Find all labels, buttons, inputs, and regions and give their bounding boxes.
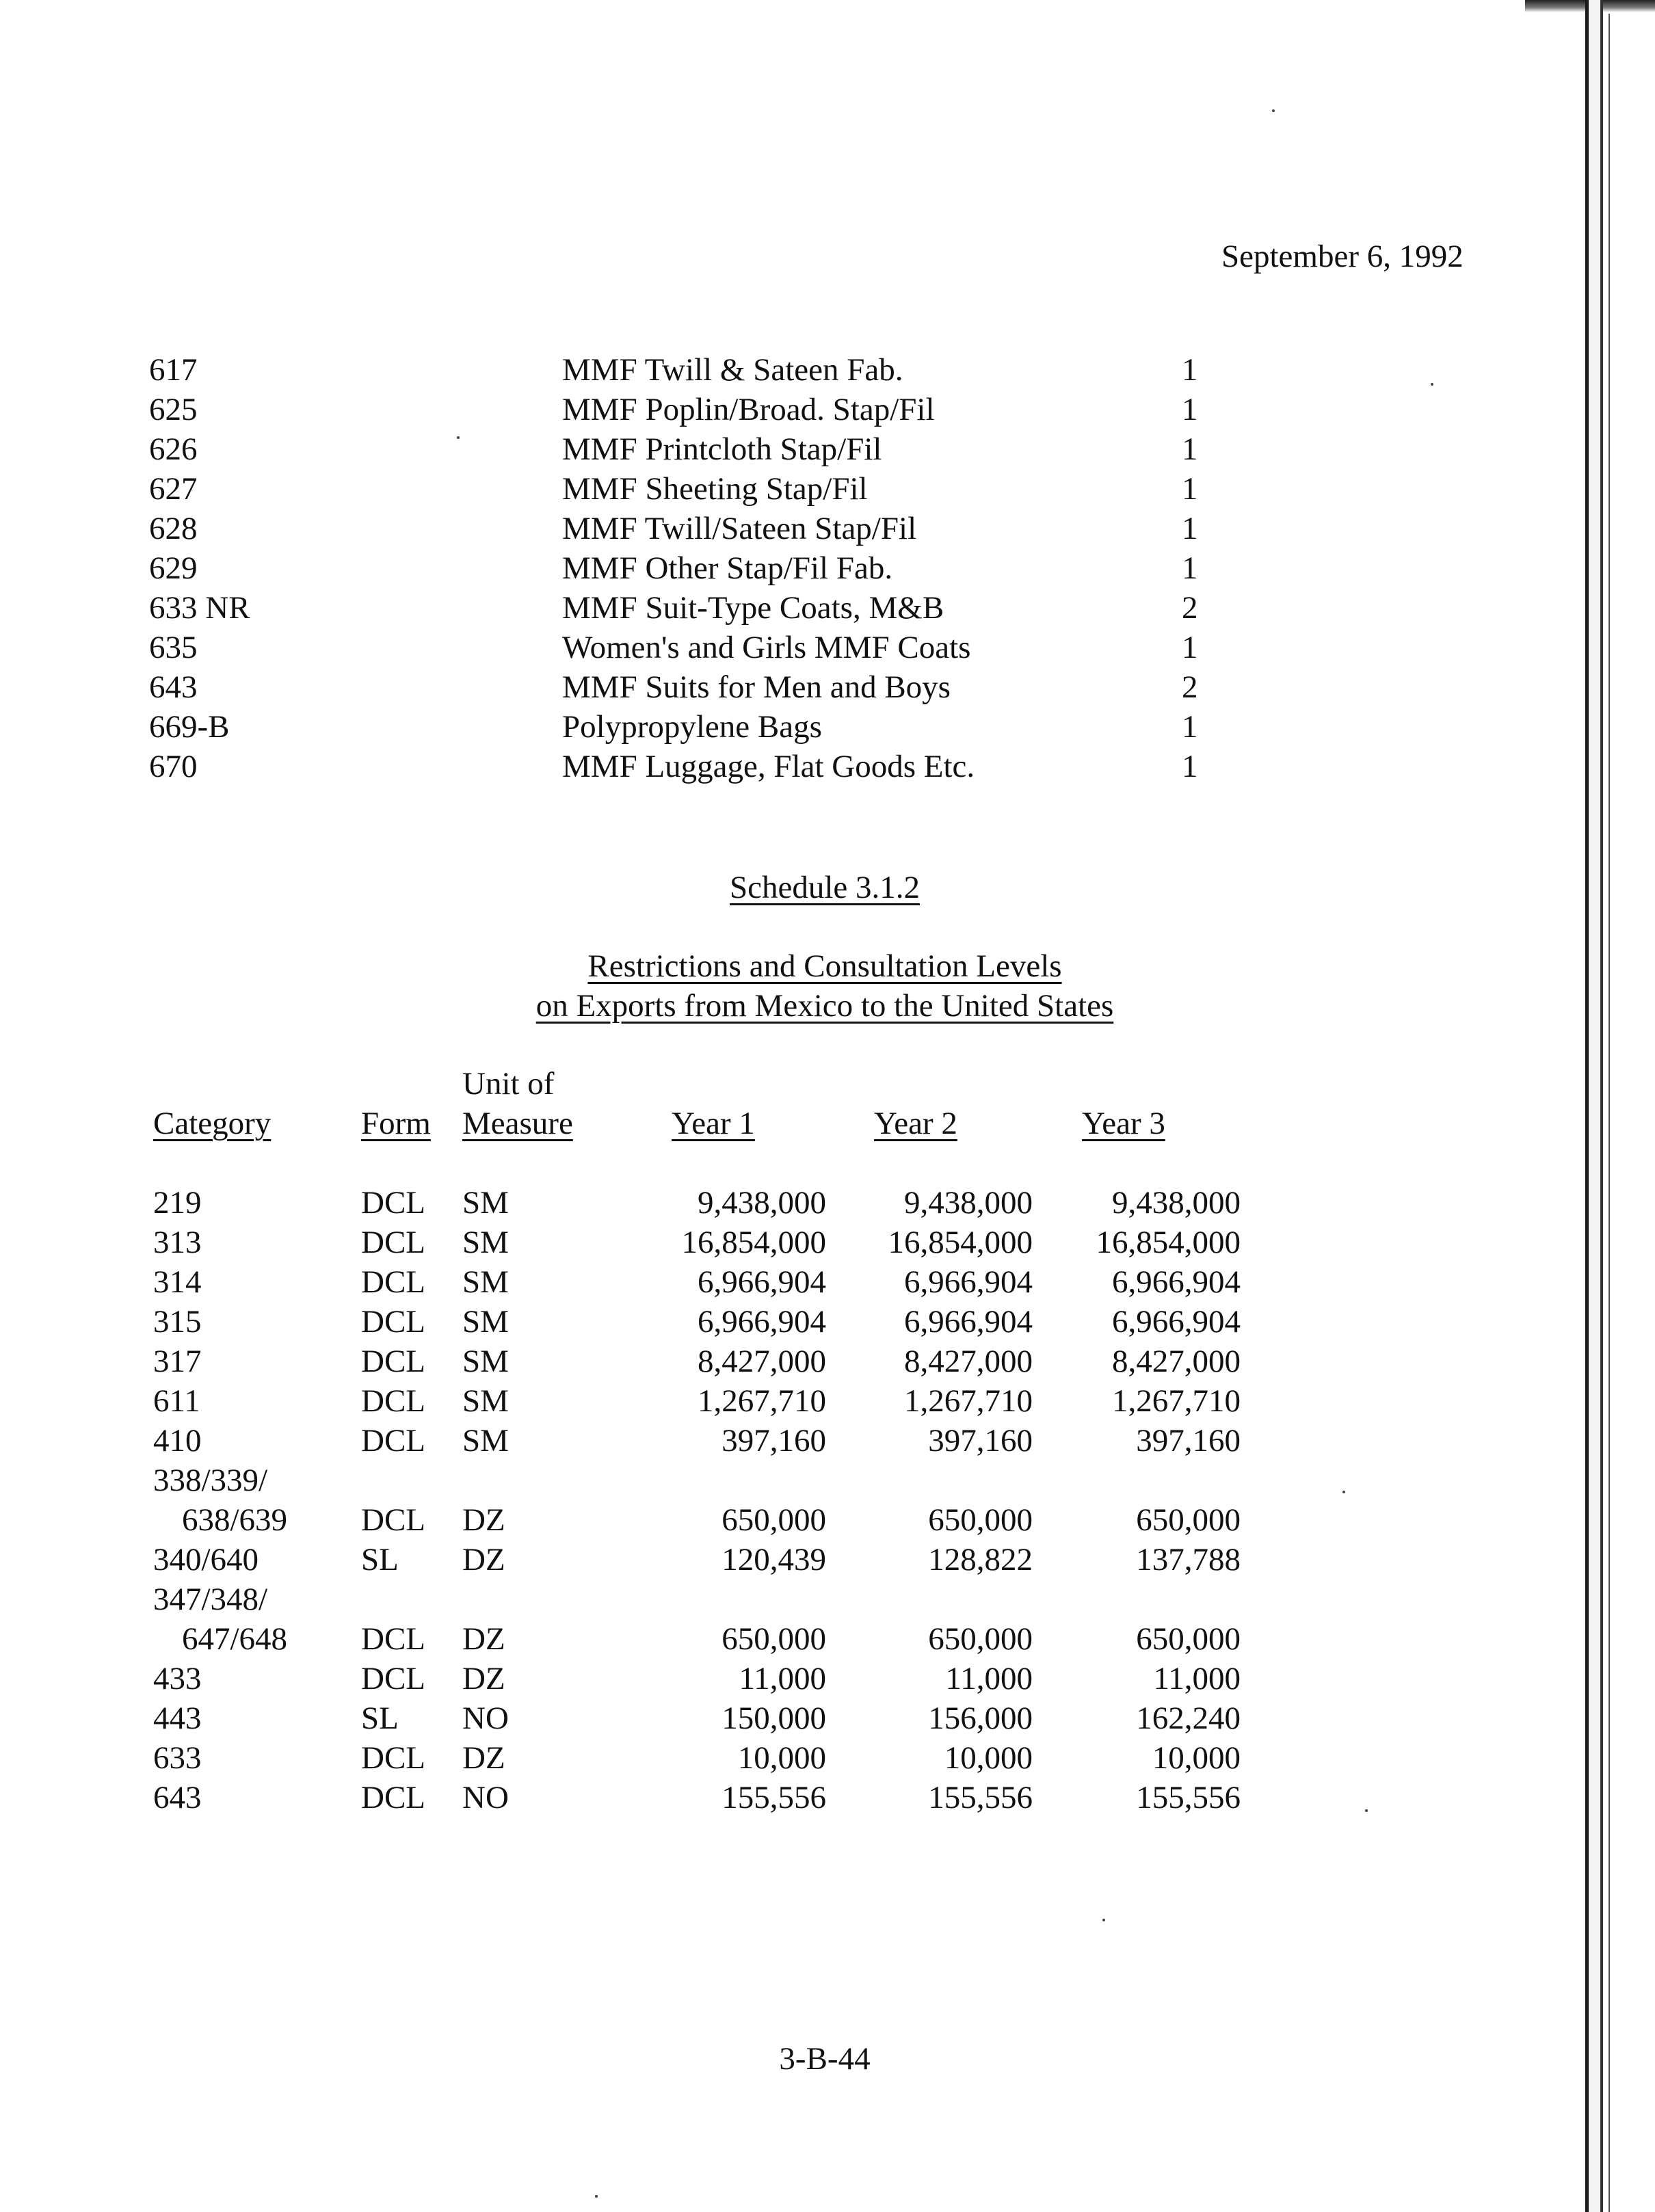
table-cell-year3: 1,267,710: [1112, 1383, 1241, 1419]
table-cell-year1: 650,000: [721, 1621, 826, 1657]
table-cell-category: 611: [153, 1383, 200, 1419]
table-cell-form: SL: [361, 1701, 399, 1736]
table-cell-unit: DZ: [462, 1542, 505, 1577]
table-cell-year2: 128,822: [928, 1542, 1033, 1577]
table-cell-form: DCL: [361, 1383, 425, 1419]
table-cell-category: 219: [153, 1185, 202, 1221]
category-list-level: 1: [1182, 749, 1198, 784]
category-list-code: 633 NR: [149, 590, 250, 626]
document-date: September 6, 1992: [1221, 239, 1464, 274]
table-cell-form: SL: [361, 1542, 399, 1577]
table-cell-form: DCL: [361, 1502, 425, 1538]
category-list-code: 628: [149, 511, 198, 546]
table-cell-unit: DZ: [462, 1502, 505, 1538]
category-list-code: 629: [149, 550, 198, 586]
table-cell-year3: 162,240: [1136, 1701, 1241, 1736]
table-cell-category: 410: [153, 1423, 202, 1458]
table-cell-year1: 6,966,904: [698, 1304, 826, 1340]
table-cell-year1: 8,427,000: [698, 1344, 826, 1379]
category-list-description: MMF Twill/Sateen Stap/Fil: [562, 511, 917, 546]
table-cell-year3: 6,966,904: [1112, 1264, 1241, 1300]
table-cell-year2: 6,966,904: [904, 1264, 1033, 1300]
schedule-subtitle-line2: on Exports from Mexico to the United States: [535, 988, 1114, 1024]
table-cell-year1: 397,160: [721, 1423, 826, 1458]
table-cell-year2: 8,427,000: [904, 1344, 1033, 1379]
category-list-description: MMF Suits for Men and Boys: [562, 669, 951, 705]
table-cell-year2: 650,000: [928, 1502, 1033, 1538]
category-list-description: MMF Other Stap/Fil Fab.: [562, 550, 893, 586]
header-unit-line2: Measure: [462, 1106, 573, 1141]
scan-speck: [1102, 1919, 1105, 1921]
table-cell-year3: 11,000: [1153, 1661, 1241, 1696]
table-cell-form: DCL: [361, 1621, 425, 1657]
table-cell-year1: 120,439: [721, 1542, 826, 1577]
table-cell-year3: 650,000: [1136, 1502, 1241, 1538]
table-cell-year3: 9,438,000: [1112, 1185, 1241, 1221]
table-cell-form: DCL: [361, 1661, 425, 1696]
table-cell-form: DCL: [361, 1185, 425, 1221]
table-cell-year3: 16,854,000: [1096, 1225, 1241, 1260]
table-cell-year1: 650,000: [721, 1502, 826, 1538]
category-list-description: MMF Printcloth Stap/Fil: [562, 431, 882, 467]
table-cell-year2: 9,438,000: [904, 1185, 1033, 1221]
page-number: 3-B-44: [779, 2041, 871, 2077]
category-list-code: 635: [149, 630, 198, 665]
schedule-title: Schedule 3.1.2: [729, 870, 921, 905]
table-cell-category: 313: [153, 1225, 202, 1260]
table-cell-category: 317: [153, 1344, 202, 1379]
category-list-level: 1: [1182, 352, 1198, 388]
table-cell-year2: 156,000: [928, 1701, 1033, 1736]
table-cell-year1: 155,556: [721, 1780, 826, 1815]
table-cell-year1: 9,438,000: [698, 1185, 826, 1221]
table-cell-form: DCL: [361, 1423, 425, 1458]
header-year2: Year 2: [874, 1106, 957, 1141]
scan-speck: [457, 436, 460, 439]
category-list-code: 643: [149, 669, 198, 705]
table-cell-year2: 397,160: [928, 1423, 1033, 1458]
binding-line: [1608, 14, 1610, 2212]
table-cell-year1: 150,000: [721, 1701, 826, 1736]
category-list-description: Women's and Girls MMF Coats: [562, 630, 971, 665]
table-cell-unit: NO: [462, 1780, 509, 1815]
table-cell-year2: 155,556: [928, 1780, 1033, 1815]
table-cell-year3: 397,160: [1136, 1423, 1241, 1458]
category-list-level: 1: [1182, 709, 1198, 745]
table-cell-unit: SM: [462, 1264, 509, 1300]
table-cell-unit: SM: [462, 1185, 509, 1221]
table-cell-category: 633: [153, 1740, 202, 1776]
category-list-description: MMF Luggage, Flat Goods Etc.: [562, 749, 975, 784]
table-cell-category: 433: [153, 1661, 202, 1696]
category-list-description: MMF Poplin/Broad. Stap/Fil: [562, 392, 935, 427]
header-unit-line1: Unit of: [462, 1066, 555, 1102]
scan-speck: [595, 2195, 598, 2198]
table-cell-category: 338/339/: [153, 1463, 268, 1498]
scan-speck: [1272, 109, 1275, 112]
table-cell-year1: 11,000: [739, 1661, 826, 1696]
table-cell-category: 340/640: [153, 1542, 259, 1577]
table-cell-year3: 6,966,904: [1112, 1304, 1241, 1340]
table-cell-unit: SM: [462, 1225, 509, 1260]
table-cell-unit: DZ: [462, 1621, 505, 1657]
table-cell-form: DCL: [361, 1304, 425, 1340]
table-cell-category: 443: [153, 1701, 202, 1736]
table-cell-unit: DZ: [462, 1661, 505, 1696]
table-cell-unit: SM: [462, 1304, 509, 1340]
category-list-level: 1: [1182, 630, 1198, 665]
table-cell-form: DCL: [361, 1740, 425, 1776]
schedule-subtitle-line1: Restrictions and Consultation Levels: [587, 948, 1062, 984]
table-cell-unit: DZ: [462, 1740, 505, 1776]
category-list-code: 627: [149, 471, 198, 507]
category-list-description: Polypropylene Bags: [562, 709, 822, 745]
table-cell-form: DCL: [361, 1264, 425, 1300]
header-category: Category: [153, 1106, 272, 1141]
category-list-code: 669-B: [149, 709, 230, 745]
table-cell-form: DCL: [361, 1344, 425, 1379]
table-cell-year2: 650,000: [928, 1621, 1033, 1657]
table-cell-category: 643: [153, 1780, 202, 1815]
table-cell-year1: 6,966,904: [698, 1264, 826, 1300]
table-cell-year3: 650,000: [1136, 1621, 1241, 1657]
category-list-level: 1: [1182, 550, 1198, 586]
category-list-code: 625: [149, 392, 198, 427]
table-cell-unit: SM: [462, 1423, 509, 1458]
table-cell-unit: SM: [462, 1383, 509, 1419]
category-list-code: 670: [149, 749, 198, 784]
table-cell-year2: 1,267,710: [904, 1383, 1033, 1419]
table-cell-form: DCL: [361, 1225, 425, 1260]
table-cell-category: 314: [153, 1264, 202, 1300]
category-list-level: 1: [1182, 511, 1198, 546]
table-cell-year3: 10,000: [1152, 1740, 1241, 1776]
table-cell-category: 347/348/: [153, 1582, 268, 1617]
table-cell-year2: 11,000: [945, 1661, 1033, 1696]
table-cell-category: 638/639: [182, 1502, 288, 1538]
table-cell-unit: NO: [462, 1701, 509, 1736]
table-cell-category: 315: [153, 1304, 202, 1340]
header-year1: Year 1: [672, 1106, 755, 1141]
category-list-level: 1: [1182, 431, 1198, 467]
scan-speck: [1365, 1809, 1368, 1812]
table-cell-unit: SM: [462, 1344, 509, 1379]
table-cell-year1: 16,854,000: [681, 1225, 826, 1260]
table-cell-year3: 137,788: [1136, 1542, 1241, 1577]
category-list-description: MMF Twill & Sateen Fab.: [562, 352, 903, 388]
category-list-description: MMF Sheeting Stap/Fil: [562, 471, 868, 507]
header-form: Form: [361, 1106, 431, 1141]
table-cell-year3: 155,556: [1136, 1780, 1241, 1815]
category-list-level: 1: [1182, 471, 1198, 507]
category-list-code: 626: [149, 431, 198, 467]
table-cell-form: DCL: [361, 1780, 425, 1815]
table-cell-year2: 10,000: [944, 1740, 1033, 1776]
scan-speck: [1431, 383, 1433, 386]
category-list-level: 2: [1182, 669, 1198, 705]
category-list-description: MMF Suit-Type Coats, M&B: [562, 590, 944, 626]
table-cell-year1: 10,000: [737, 1740, 826, 1776]
scan-speck: [1342, 1491, 1345, 1493]
header-year3: Year 3: [1082, 1106, 1165, 1141]
table-cell-year2: 16,854,000: [888, 1225, 1033, 1260]
category-list-level: 2: [1182, 590, 1198, 626]
table-cell-category: 647/648: [182, 1621, 288, 1657]
category-list-code: 617: [149, 352, 198, 388]
binding-spine: [1585, 0, 1603, 2212]
table-cell-year2: 6,966,904: [904, 1304, 1033, 1340]
table-cell-year1: 1,267,710: [698, 1383, 826, 1419]
table-cell-year3: 8,427,000: [1112, 1344, 1241, 1379]
category-list-level: 1: [1182, 392, 1198, 427]
